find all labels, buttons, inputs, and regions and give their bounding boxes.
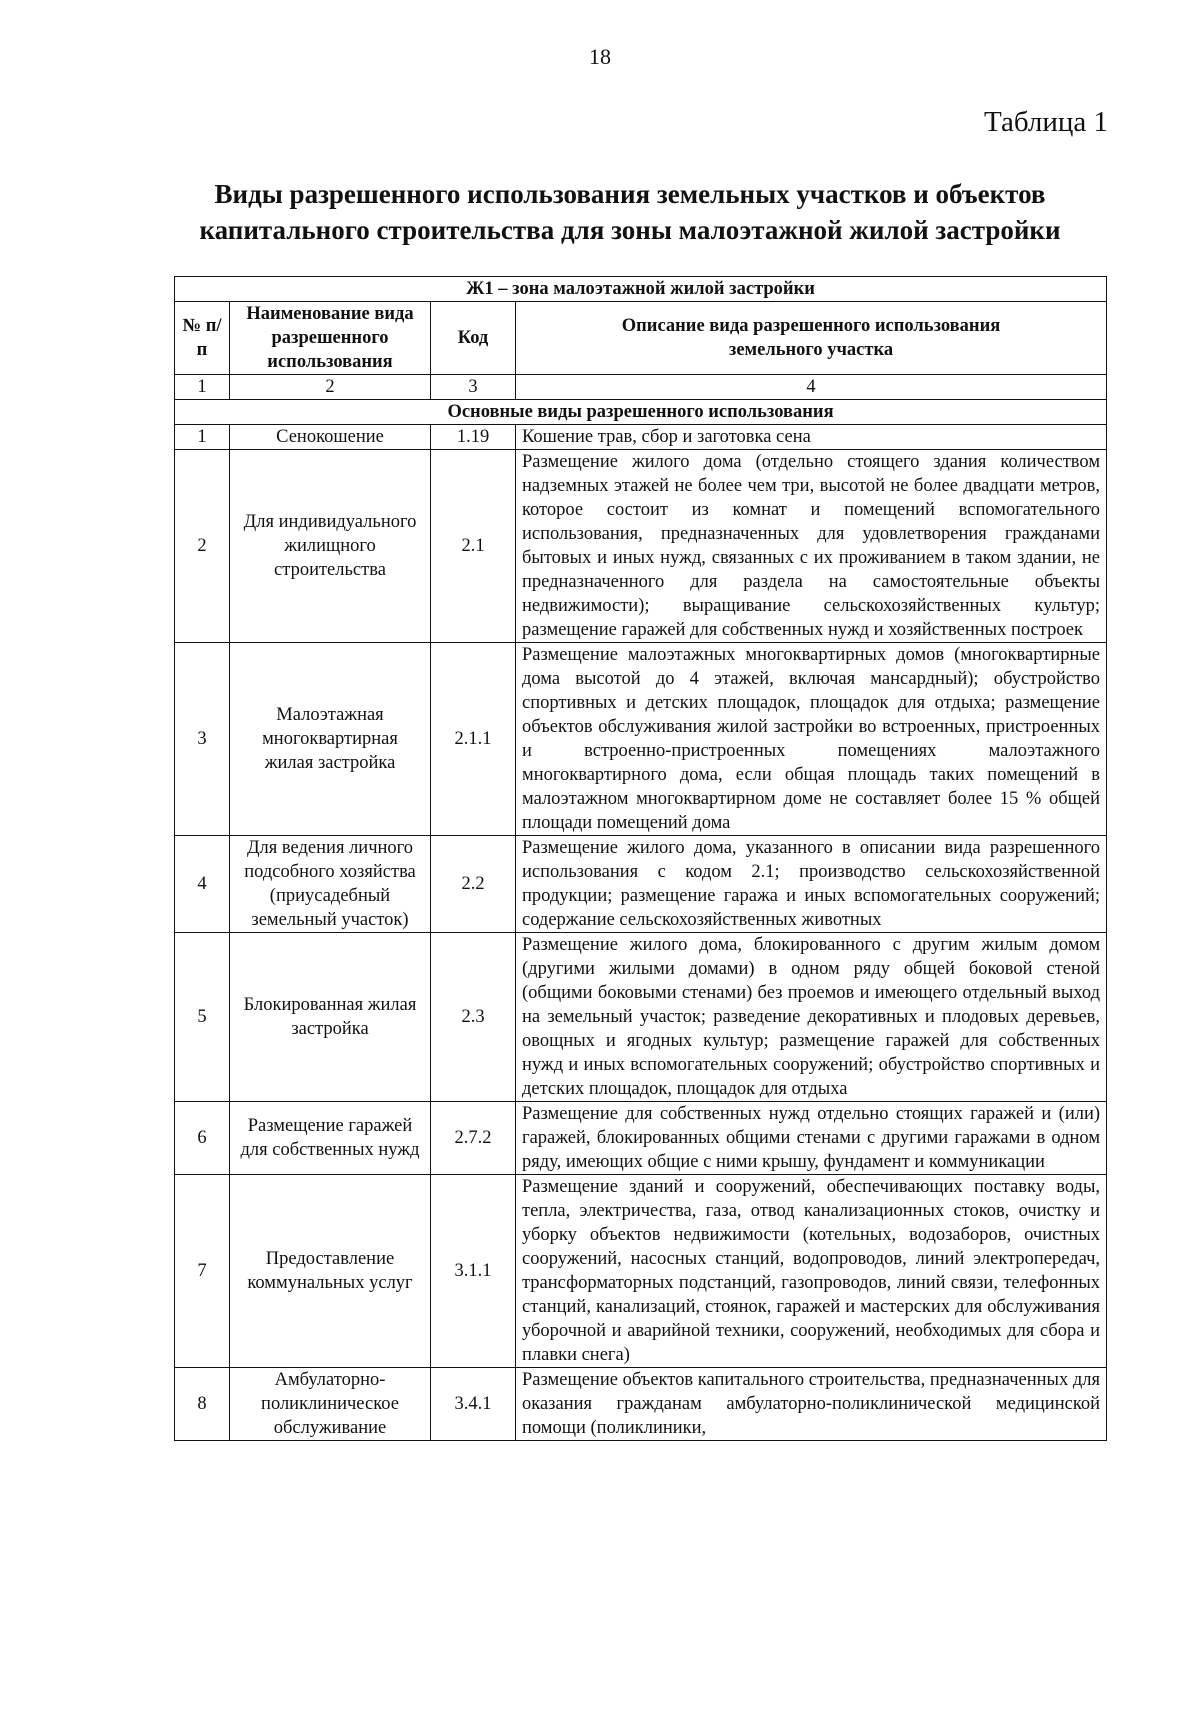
row-name: Сенокошение [230, 425, 431, 450]
row-desc: Размещение для собственных нужд отдельно стоящих гаражей и (или) гаражей, блокированных общими стенами с другими гаражами в одном ряду, имеющих общие с ними крышу, фундамент и коммуникации [516, 1102, 1107, 1175]
table-row [175, 1102, 1107, 1175]
row-code: 2.1.1 [431, 643, 516, 836]
row-code: 3.4.1 [431, 1368, 516, 1441]
row-code: 2.2 [431, 836, 516, 933]
table-row [175, 933, 1107, 1102]
header-desc: Описание вида разрешенного использования земельного участка [516, 302, 1107, 375]
row-code: 2.1 [431, 450, 516, 643]
row-desc: Размещение малоэтажных многоквартирных домов (многоквартирные дома высотой до 4 этажей, включая мансардный); обустройство спортивных и детских площадок, площадок для отдыха; размещение объектов обслуживания жилой застройки во встроенных, пристроенных и встроенно-пристроенных помещениях малоэтажного многоквартирного дома, если общая площадь таких помещений в малоэтажном многоквартирном доме не составляет более 15 % общей площади помещений дома [516, 643, 1107, 836]
zone-usage-table [174, 276, 1107, 1441]
row-desc: Размещение объектов капитального строительства, предназначенных для оказания гражданам амбулаторно-поликлинической медицинской помощи (поликлиники, [516, 1368, 1107, 1441]
row-name: Размещение гаражей для собственных нужд [230, 1102, 431, 1175]
col-number-1: 1 [175, 375, 230, 400]
document-title-line-1: Виды разрешенного использования земельных участков и объектов [214, 179, 1046, 209]
row-name: Для ведения личного подсобного хозяйства (приусадебный земельный участок) [230, 836, 431, 933]
row-num: 2 [175, 450, 230, 643]
page-number: 18 [589, 44, 611, 69]
row-name: Амбулаторно-поликлиническое обслуживание [230, 1368, 431, 1441]
table-label: Таблица 1 [983, 106, 1108, 138]
table-row [175, 450, 1107, 643]
row-desc: Размещение жилого дома, указанного в описании вида разрешенного использования с кодом 2.1; производство сельскохозяйственной продукции; размещение гаража и иных вспомогательных сооружений; содержание сельскохозяйственных животных [516, 836, 1107, 933]
row-name: Блокированная жилая застройка [230, 933, 431, 1102]
row-num: 6 [175, 1102, 230, 1175]
col-number-2: 2 [230, 375, 431, 400]
header-name: Наименование вида разрешенного использования [230, 302, 431, 375]
row-desc: Размещение жилого дома, блокированного с другим жилым домом (другими жилыми домами) в одном ряду общей боковой стеной (общими боковыми стенами) без проемов и имеющего отдельный выход на земельный участок; разведение декоративных и плодовых деревьев, овощных и ягодных культур; размещение гаражей для собственных нужд и иных вспомогательных сооружений; обустройство спортивных и детских площадок, площадок для отдыха [516, 933, 1107, 1102]
header-num: № п/п [175, 302, 230, 375]
row-name: Предоставление коммунальных услуг [230, 1175, 431, 1368]
row-desc: Кошение трав, сбор и заготовка сена [516, 425, 1107, 450]
row-desc: Размещение жилого дома (отдельно стоящего здания количеством надземных этажей не более чем три, высотой не более двадцати метров, которое состоит из комнат и помещений вспомогательного использования, предназначенных для удовлетворения гражданами бытовых и иных нужд, связанных с их проживанием в таком здании, не предназначенного для раздела на самостоятельные объекты недвижимости); выращивание сельскохозяйственных культур; размещение гаражей для собственных нужд и хозяйственных построек [516, 450, 1107, 643]
row-num: 4 [175, 836, 230, 933]
header-code: Код [431, 302, 516, 375]
table-row [175, 1175, 1107, 1368]
row-num: 8 [175, 1368, 230, 1441]
row-name: Для индивидуального жилищного строительства [230, 450, 431, 643]
row-code: 1.19 [431, 425, 516, 450]
row-num: 1 [175, 425, 230, 450]
section-header: Основные виды разрешенного использования [175, 400, 1107, 425]
row-code: 3.1.1 [431, 1175, 516, 1368]
col-number-3: 3 [431, 375, 516, 400]
table-row [175, 425, 1107, 450]
row-num: 7 [175, 1175, 230, 1368]
table-row [175, 1368, 1107, 1441]
row-desc: Размещение зданий и сооружений, обеспечивающих поставку воды, тепла, электричества, газа, отвод канализационных стоков, очистку и уборку объектов недвижимости (котельных, водозаборов, очистных сооружений, насосных станций, водопроводов, линий электропередач, трансформаторных подстанций, газопроводов, линий связи, телефонных станций, канализаций, стоянок, гаражей и мастерских для обслуживания уборочной и аварийной техники, сооружений, необходимых для сбора и плавки снега) [516, 1175, 1107, 1368]
row-num: 3 [175, 643, 230, 836]
zone-header: Ж1 – зона малоэтажной жилой застройки [175, 277, 1107, 302]
row-code: 2.3 [431, 933, 516, 1102]
row-code: 2.7.2 [431, 1102, 516, 1175]
table-row [175, 643, 1107, 836]
col-number-4: 4 [516, 375, 1107, 400]
document-title [150, 176, 1110, 248]
row-name: Малоэтажная многоквартирная жилая застройка [230, 643, 431, 836]
row-num: 5 [175, 933, 230, 1102]
table-row [175, 836, 1107, 933]
document-title-line-2: капитального строительства для зоны малоэтажной жилой застройки [199, 215, 1061, 245]
